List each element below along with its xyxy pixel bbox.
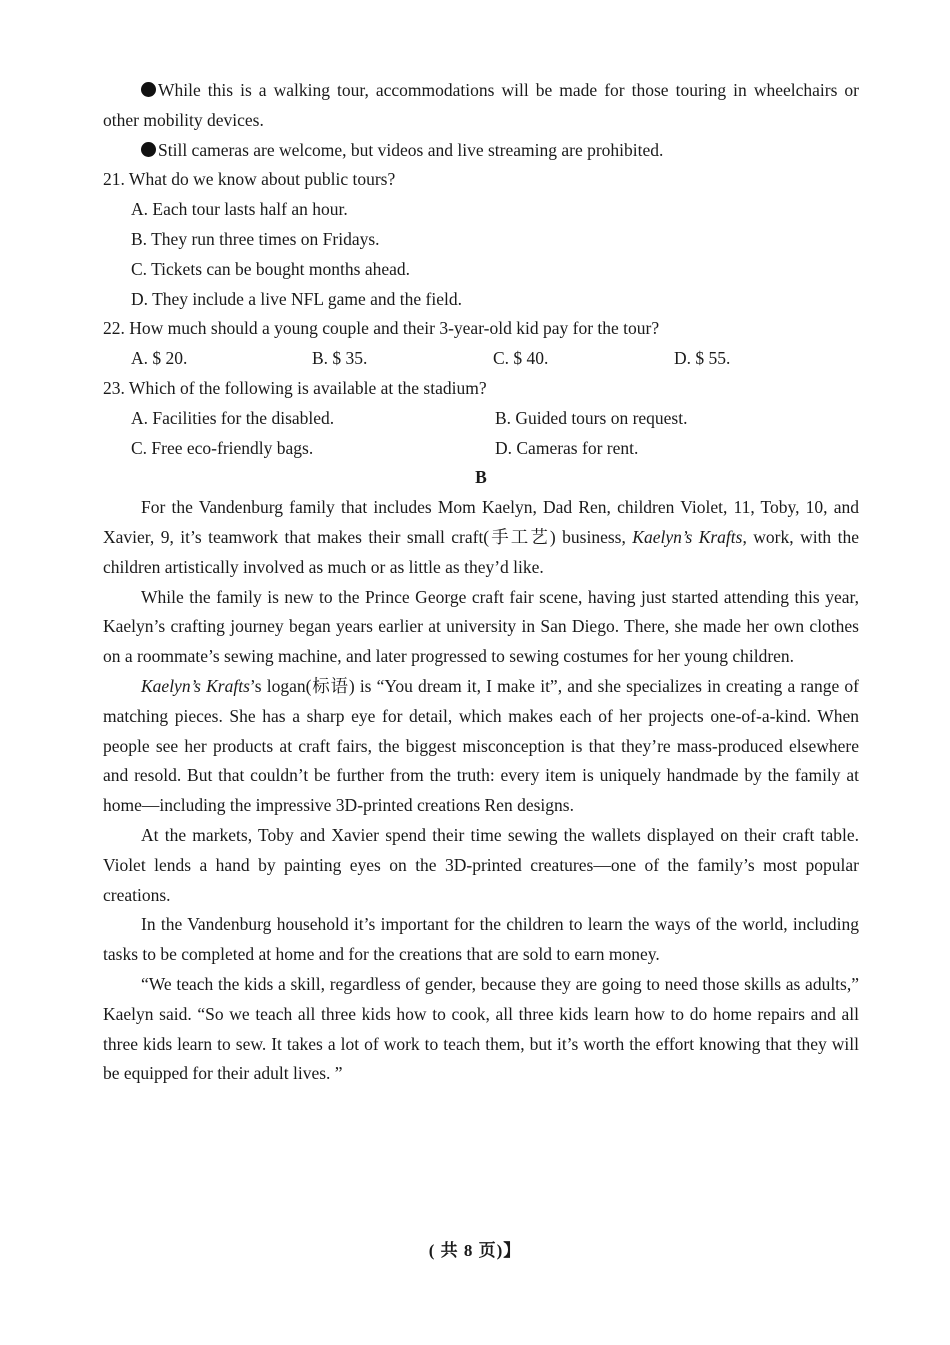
question-21-stem: 21. What do we know about public tours? — [103, 169, 396, 190]
question-21-option-b: B. They run three times on Fridays. — [131, 228, 380, 249]
question-22-option-c: C. $ 40. — [493, 348, 549, 369]
passage-paragraph-1 — [103, 493, 859, 582]
question-22-option-b: B. $ 35. — [312, 348, 368, 369]
business-name: Kaelyn’s Krafts — [141, 675, 250, 696]
question-23-options-row2 — [103, 434, 859, 464]
section-b-heading: B — [475, 467, 487, 488]
passage-paragraph-3 — [103, 672, 859, 821]
question-23-options-row1 — [103, 404, 859, 434]
question-21-option-c: C. Tickets can be bought months ahead. — [131, 258, 411, 279]
question-23-option-a: A. Facilities for the disabled. — [131, 407, 335, 428]
question-23-option-b: B. Guided tours on request. — [495, 407, 688, 428]
bullet-dot-icon — [141, 142, 156, 157]
question-23-option-c: C. Free eco-friendly bags. — [131, 437, 314, 458]
bullet-cameras — [103, 136, 859, 166]
question-21-option-d: D. They include a live NFL game and the field. — [131, 288, 462, 309]
page-content — [103, 76, 859, 1089]
bullet-dot-icon — [141, 82, 156, 97]
question-22-options — [103, 344, 859, 374]
question-21-option-a: A. Each tour lasts half an hour. — [131, 199, 348, 220]
paragraph-text: For the Vandenburg family that includes Mom Kaelyn, Dad Ren, children Violet, 11, Toby, 10, and Xavier, 9, it’s teamwork that makes their small craft(手工艺) business, — [103, 497, 859, 547]
bullet-text: Still cameras are welcome, but videos and live streaming are prohibited. — [158, 139, 664, 160]
bullet-text: While this is a walking tour, accommodations will be made for those touring in wheelchairs or other mobility devices. — [103, 80, 859, 130]
question-22-option-d: D. $ 55. — [674, 348, 731, 369]
passage-paragraph-6: “We teach the kids a skill, regardless of gender, because they are going to need those skills as adults,” Kaelyn said. “So we teach all three kids how to cook, all three kids learn how to do home repairs and all three kids learn to sew. It takes a lot of work to teach them, but it’s worth the effort knowing that they will be equipped for their adult lives. ” — [103, 973, 859, 1084]
question-23-option-d: D. Cameras for rent. — [495, 437, 639, 458]
passage-paragraph-4: At the markets, Toby and Xavier spend their time sewing the wallets displayed on their craft table. Violet lends a hand by painting eyes on the 3D-printed creatures—one of the family’s most popular creations. — [103, 824, 859, 905]
page-footer: ( 共 8 页)】 — [428, 1241, 522, 1260]
paragraph-text: , work, with the children artistically involved as much or as little as they’d like. — [103, 526, 860, 577]
bullet-accessibility — [103, 76, 859, 136]
question-23-stem: 23. Which of the following is available at the stadium? — [103, 377, 487, 398]
paragraph-text: ’s logan(标语) is “You dream it, I make it”, and she specializes in creating a range of matching pieces. She has a sharp eye for detail, which makes each of her projects one-of-a-kind. When people see her products at craft fairs, the biggest misconception is that they’re mass-produced elsewhere and resold. But that couldn’t be further from the truth: every item is uniquely handmade by the family at home—including the impressive 3D-printed creations Ren designs. — [103, 675, 859, 816]
question-22-option-a: A. $ 20. — [131, 348, 188, 369]
question-22-stem: 22. How much should a young couple and their 3-year-old kid pay for the tour? — [103, 318, 660, 339]
passage-paragraph-2: While the family is new to the Prince George craft fair scene, having just started attending this year, Kaelyn’s crafting journey began years earlier at university in San Diego. There, she made her own clothes on a roommate’s sewing machine, and later progressed to sewing costumes for her young children. — [103, 586, 859, 667]
business-name: Kaelyn’s Krafts — [632, 526, 743, 547]
passage-paragraph-5: In the Vandenburg household it’s important for the children to learn the ways of the world, including tasks to be completed at home and for the creations that are sold to earn money. — [103, 914, 859, 965]
